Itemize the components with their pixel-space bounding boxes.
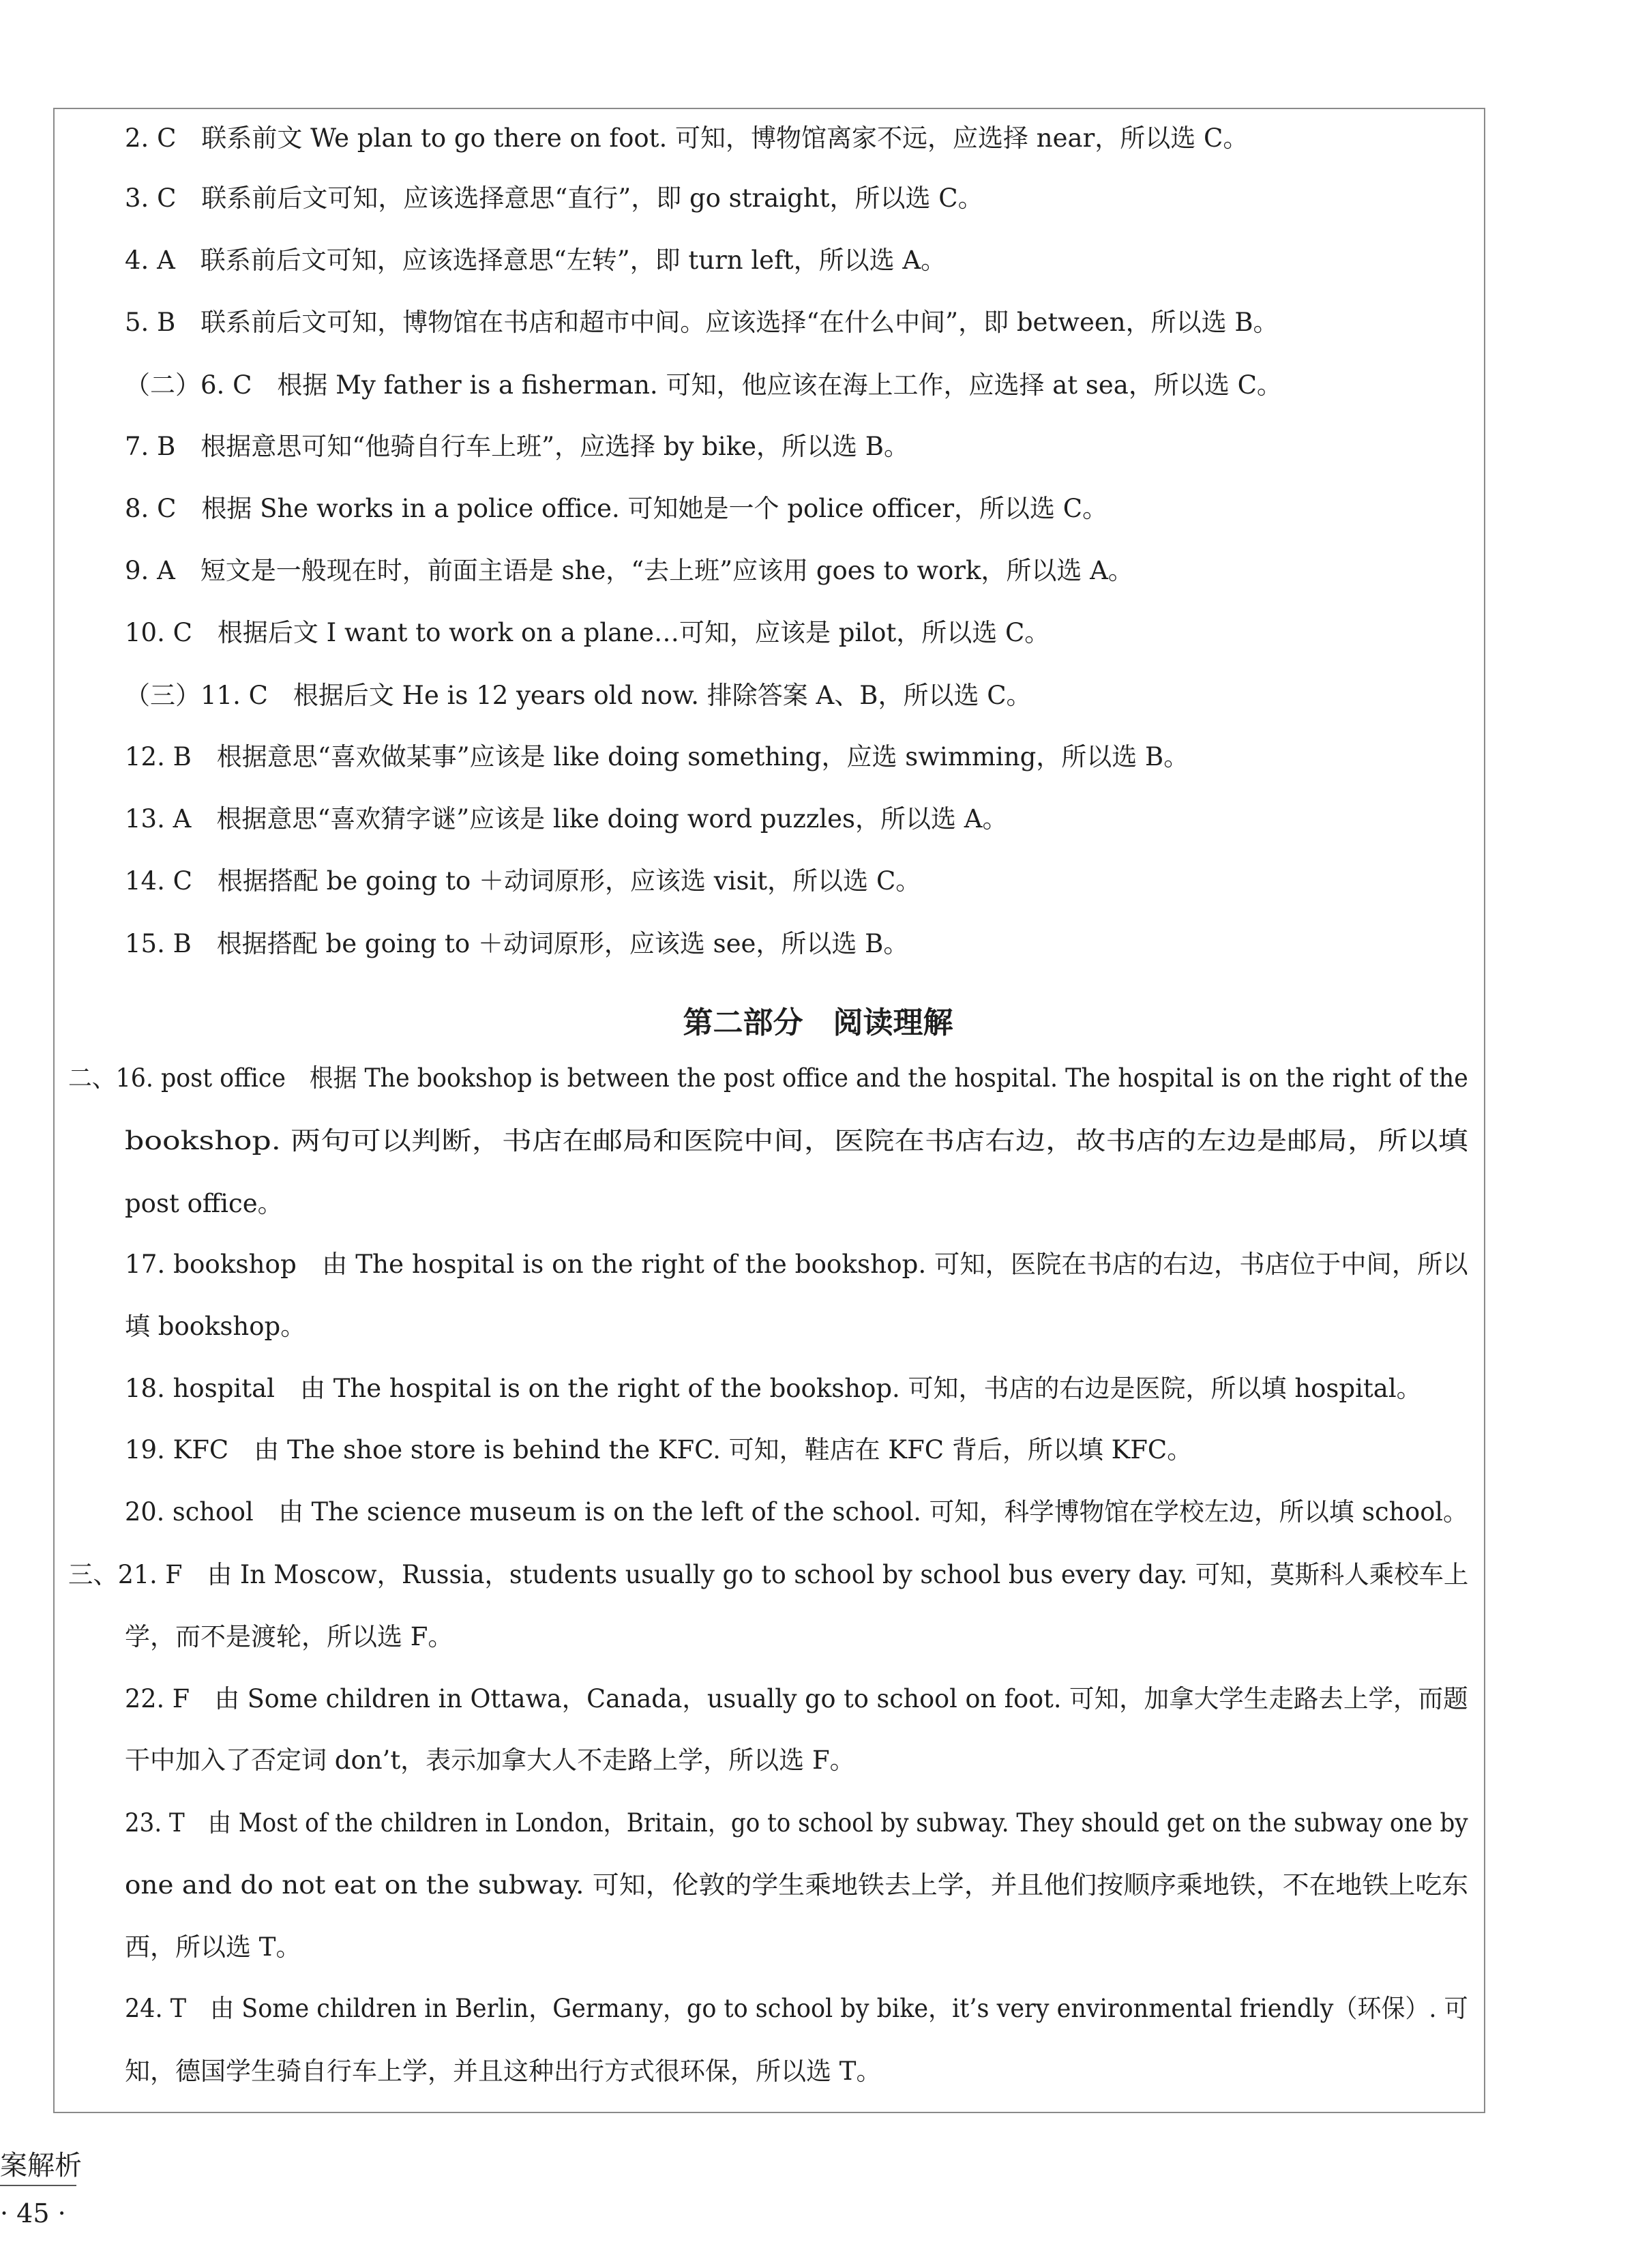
answer-line: post office。 [125, 1189, 283, 1218]
answer-line: 学，而不是渡轮，所以选 F。 [125, 1622, 453, 1651]
answer-line: 14. C 根据搭配 be going to ＋动词原形，应该选 visit，所以选 C。 [125, 866, 921, 896]
answer-line: 9. A 短文是一般现在时，前面主语是 she，“去上班”应该用 goes to work，所以选 A。 [125, 556, 1133, 585]
answer-line: 22. F 由 Some children in Ottawa，Canada，usually go to school on foot. 可知，加拿大学生走路去上学，而题 [125, 1684, 1468, 1713]
answer-line: 8. C 根据 She works in a police office. 可知她是一个 police officer，所以选 C。 [125, 494, 1108, 523]
answer-line: 二、16. post office 根据 The bookshop is between the post office and the hospital. The hospital is on the right of the [68, 1063, 1468, 1093]
answer-line: （三）11. C 根据后文 He is 12 years old now. 排除答案 A、B，所以选 C。 [125, 681, 1032, 710]
page-number: · 45 · [0, 2198, 66, 2228]
answer-line: 知，德国学生骑自行车上学，并且这种出行方式很环保，所以选 T。 [125, 2057, 882, 2086]
answer-line: 19. KFC 由 The shoe store is behind the KFC. 可知，鞋店在 KFC 背后，所以填 KFC。 [125, 1435, 1193, 1464]
answer-line: 干中加入了否定词 don’t，表示加拿大人不走路上学，所以选 F。 [125, 1746, 855, 1775]
answer-line: one and do not eat on the subway. 可知，伦敦的学生乘地铁去上学，并且他们按顺序乘地铁，不在地铁上吃东 [125, 1870, 1469, 1900]
answer-line: 18. hospital 由 The hospital is on the right of the bookshop. 可知，书店的右边是医院，所以填 hospital。 [125, 1374, 1422, 1403]
answer-line: 10. C 根据后文 I want to work on a plane…可知，应该是 pilot，所以选 C。 [125, 618, 1050, 647]
answer-line: 12. B 根据意思“喜欢做某事”应该是 like doing something，应选 swimming，所以选 B。 [125, 742, 1189, 771]
answer-line: 填 bookshop。 [125, 1312, 306, 1341]
section-heading: 第二部分 阅读理解 [683, 1005, 953, 1040]
answer-line: bookshop. 两句可以判断，书店在邮局和医院中间，医院在书店右边，故书店的左边是邮局，所以填 [125, 1126, 1468, 1155]
answer-line: （二）6. C 根据 My father is a fisherman. 可知，他应该在海上工作，应选择 at sea，所以选 C。 [125, 370, 1282, 400]
answer-line: 西，所以选 T。 [125, 1932, 301, 1962]
answer-line: 23. T 由 Most of the children in London，Britain，go to school by subway. They should get on the subway one by [125, 1808, 1468, 1838]
answer-line: 20. school 由 The science museum is on the left of the school. 可知，科学博物馆在学校左边，所以填 school。 [125, 1497, 1468, 1527]
answer-line: 3. C 联系前后文可知，应该选择意思“直行”，即 go straight，所以选 C。 [125, 183, 983, 213]
footer-label: 案解析 [0, 2150, 82, 2181]
footer-rule [0, 2185, 76, 2186]
answer-line: 13. A 根据意思“喜欢猜字谜”应该是 like doing word puzzles，所以选 A。 [125, 804, 1008, 834]
answer-line: 24. T 由 Some children in Berlin，Germany，go to school by bike，it’s very environmental friendly（环保）. 可 [125, 1994, 1468, 2023]
answer-line: 2. C 联系前文 We plan to go there on foot. 可知，博物馆离家不远，应选择 near，所以选 C。 [125, 123, 1249, 153]
answer-line: 7. B 根据意思可知“他骑自行车上班”，应选择 by bike，所以选 B。 [125, 432, 909, 461]
answer-line: 5. B 联系前后文可知，博物馆在书店和超市中间。应该选择“在什么中间”，即 between，所以选 B。 [125, 308, 1279, 337]
answer-line: 17. bookshop 由 The hospital is on the right of the bookshop. 可知，医院在书店的右边，书店位于中间，所以 [125, 1250, 1468, 1279]
answer-line: 三、21. F 由 In Moscow，Russia，students usually go to school by school bus every day. 可知，莫斯科人乘校车上 [68, 1560, 1469, 1589]
answer-line: 4. A 联系前后文可知，应该选择意思“左转”，即 turn left，所以选 A。 [125, 246, 947, 275]
answer-line: 15. B 根据搭配 be going to ＋动词原形，应该选 see，所以选 B。 [125, 929, 909, 958]
